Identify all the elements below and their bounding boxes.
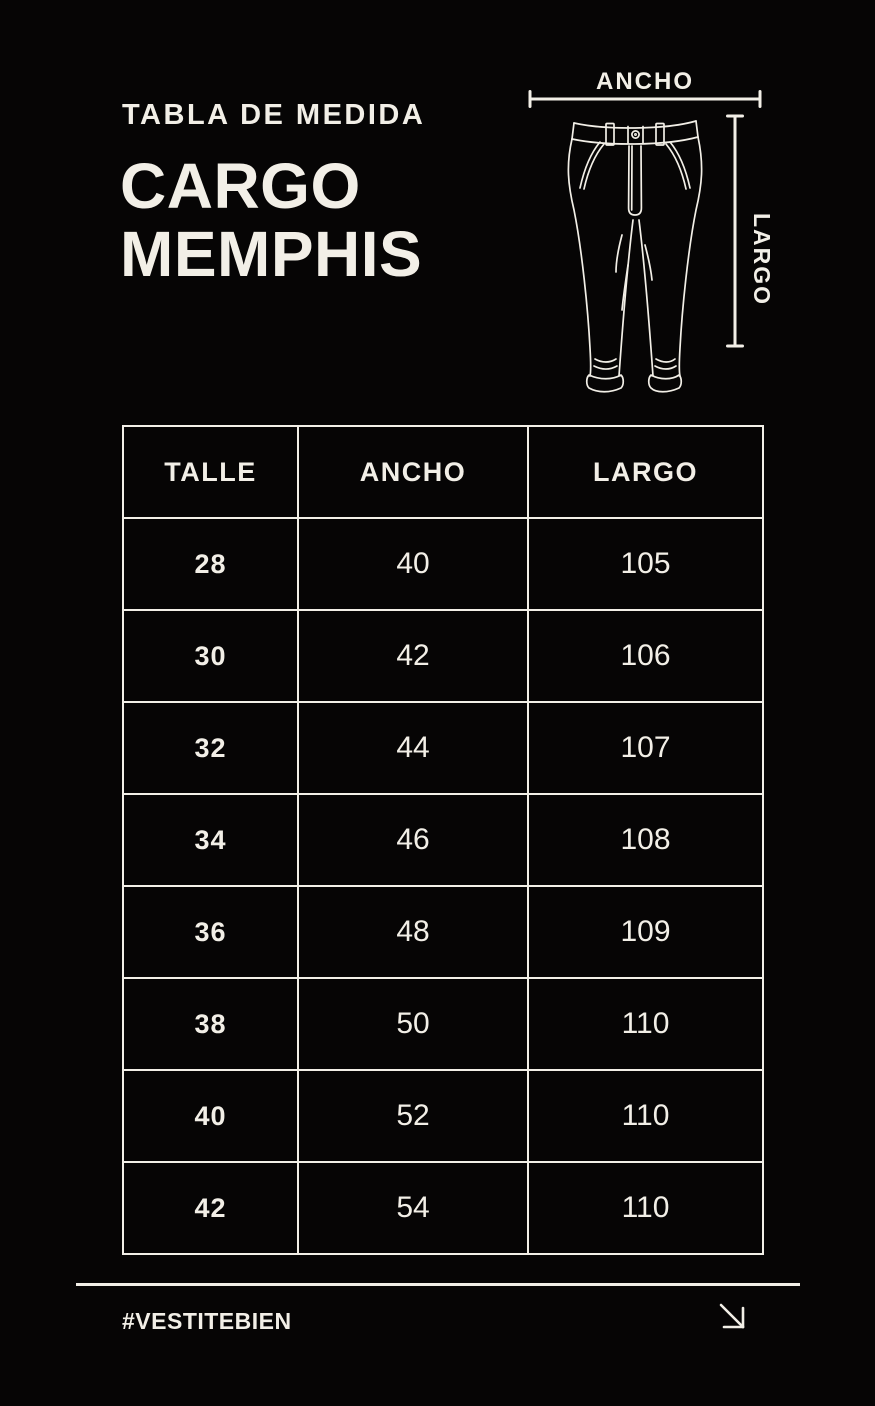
length-dimension-label: LARGO [749,213,775,307]
table-row [123,702,763,794]
table-row [123,610,763,702]
cell-largo: 105 [528,518,763,610]
footer-hashtag: #VESTITEBIEN [122,1308,292,1334]
title-line-2: MEMPHIS [120,218,423,290]
column-header-talle: TALLE [123,426,298,518]
column-header-ancho: ANCHO [298,426,528,518]
cell-talle: 38 [123,978,298,1070]
cell-talle: 36 [123,886,298,978]
table-row [123,518,763,610]
size-table [122,425,764,1255]
title-line-1: CARGO [120,150,361,222]
table-row [123,886,763,978]
table-header-row [123,426,763,518]
cell-largo: 110 [528,978,763,1070]
table-row [123,978,763,1070]
page-title [120,152,422,288]
cell-talle: 28 [123,518,298,610]
cell-talle: 40 [123,1070,298,1162]
cell-largo: 109 [528,886,763,978]
cell-ancho: 52 [298,1070,528,1162]
cell-talle: 30 [123,610,298,702]
arrow-down-right-icon [716,1300,750,1334]
table-row [123,1070,763,1162]
cell-ancho: 44 [298,702,528,794]
cell-ancho: 46 [298,794,528,886]
cell-ancho: 40 [298,518,528,610]
page-subtitle: TABLA DE MEDIDA [122,99,426,131]
table-row [123,794,763,886]
cell-largo: 106 [528,610,763,702]
footer-divider [76,1283,800,1286]
cell-ancho: 50 [298,978,528,1070]
cell-talle: 42 [123,1162,298,1254]
width-dimension-label: ANCHO [596,68,694,95]
cell-talle: 32 [123,702,298,794]
cell-talle: 34 [123,794,298,886]
width-dimension-line [528,90,762,108]
length-dimension-line [726,114,744,348]
column-header-largo: LARGO [528,426,763,518]
cell-ancho: 54 [298,1162,528,1254]
cell-largo: 108 [528,794,763,886]
cell-ancho: 42 [298,610,528,702]
cell-largo: 110 [528,1070,763,1162]
cell-largo: 107 [528,702,763,794]
cell-ancho: 48 [298,886,528,978]
pants-illustration-icon [560,110,710,402]
table-row [123,1162,763,1254]
cell-largo: 110 [528,1162,763,1254]
